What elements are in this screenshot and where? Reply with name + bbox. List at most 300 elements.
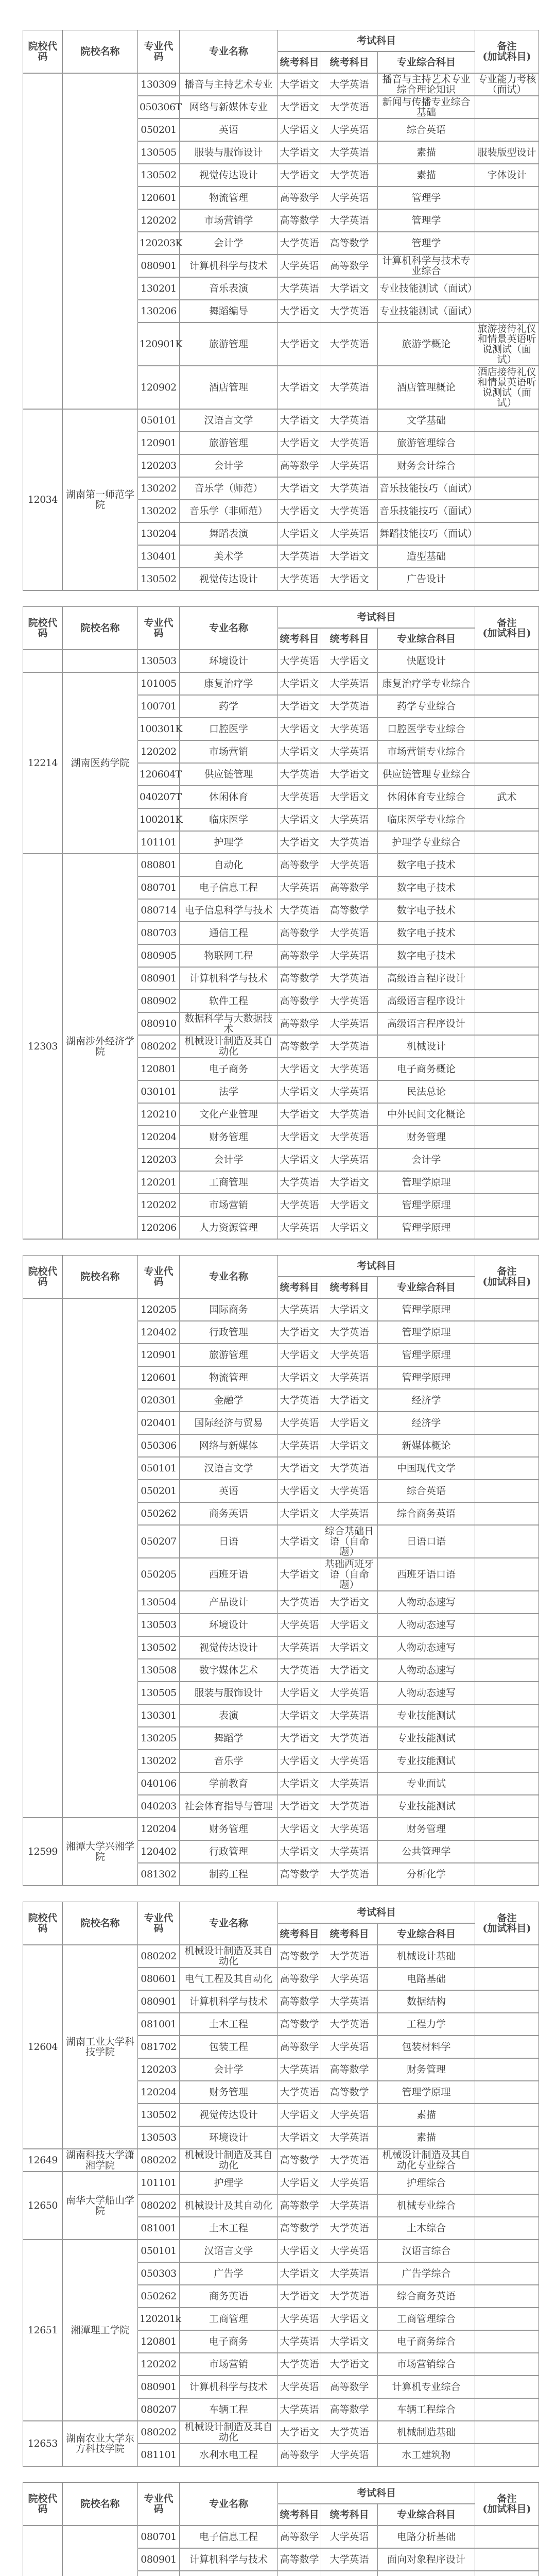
major-code: 081101 xyxy=(138,2444,180,2466)
major-code: 130202 xyxy=(138,500,180,522)
unified-subject-1: 大学英语 xyxy=(278,1216,321,1239)
unified-subject-1: 大学英语 xyxy=(278,786,321,808)
major-code: 050306 xyxy=(138,1434,180,1457)
note xyxy=(475,454,539,477)
comprehensive-subject: 高级语言程序设计 xyxy=(378,1012,475,1035)
note xyxy=(475,300,539,323)
major-code: 050101 xyxy=(138,2240,180,2262)
major-name: 汉语言文学 xyxy=(180,2240,278,2262)
unified-subject-1: 大学英语 xyxy=(278,899,321,922)
major-name: 土木工程 xyxy=(180,2217,278,2240)
unified-subject-1: 大学语文 xyxy=(278,808,321,831)
major-name: 旅游管理 xyxy=(180,1344,278,1366)
major-code: 130502 xyxy=(138,164,180,187)
comprehensive-subject: 水工建筑物 xyxy=(378,2444,475,2466)
comprehensive-subject: 舞蹈技能技巧（面试） xyxy=(378,522,475,545)
major-name: 护理学 xyxy=(180,2172,278,2194)
comprehensive-subject: 专业技能测试 xyxy=(378,1704,475,1727)
major-name: 电子信息工程 xyxy=(180,876,278,899)
comprehensive-subject: 电路基础 xyxy=(378,1968,475,1990)
unified-subject-1: 大学英语 xyxy=(278,1636,321,1659)
unified-subject-2: 大学英语 xyxy=(321,1148,378,1171)
major-name: 护理学 xyxy=(180,831,278,854)
unified-subject-2: 综合基础日语（自命题） xyxy=(321,1525,378,1558)
col-major-code: 专业代码 xyxy=(138,30,180,74)
note xyxy=(475,1035,539,1058)
unified-subject-2: 大学英语 xyxy=(321,1457,378,1480)
col-unified-subject-1: 统考科目 xyxy=(278,628,321,650)
school-code xyxy=(23,2526,63,2576)
note xyxy=(475,500,539,522)
note xyxy=(475,2330,539,2353)
note xyxy=(475,1366,539,1389)
major-name: 服装与服饰设计 xyxy=(180,141,278,164)
major-code: 020301 xyxy=(138,1389,180,1412)
comprehensive-subject: 专业技能测试（面试） xyxy=(378,300,475,323)
col-school-code: 院校代码 xyxy=(23,1902,63,1945)
unified-subject-2: 大学英语 xyxy=(321,1344,378,1366)
table-row xyxy=(23,2240,539,2262)
unified-subject-1: 大学语文 xyxy=(278,1366,321,1389)
major-code: 130505 xyxy=(138,141,180,164)
comprehensive-subject: 数字电子技术 xyxy=(378,876,475,899)
major-code: 050207 xyxy=(138,1525,180,1558)
comprehensive-subject: 日语口语 xyxy=(378,1525,475,1558)
note xyxy=(475,1727,539,1750)
major-code: 120203 xyxy=(138,1148,180,1171)
major-name: 财务管理 xyxy=(180,1818,278,1840)
table-row xyxy=(23,2149,539,2172)
note xyxy=(475,1344,539,1366)
unified-subject-2: 大学英语 xyxy=(321,1682,378,1704)
note xyxy=(475,2398,539,2421)
unified-subject-2: 大学英语 xyxy=(321,990,378,1012)
comprehensive-subject: 供应链管理专业综合 xyxy=(378,763,475,786)
comprehensive-subject: 包装材料学 xyxy=(378,2036,475,2058)
major-code: 120201k xyxy=(138,2308,180,2330)
school-name: 湖南第一师范学院 xyxy=(63,409,138,590)
comprehensive-subject: 音乐技能技巧（面试） xyxy=(378,477,475,500)
table-row xyxy=(23,409,539,432)
unified-subject-2: 高等数学 xyxy=(321,2376,378,2398)
unified-subject-2: 大学语文 xyxy=(321,2330,378,2353)
major-code: 120402 xyxy=(138,1321,180,1344)
unified-subject-1: 大学英语 xyxy=(278,568,321,590)
unified-subject-1: 大学英语 xyxy=(278,2058,321,2081)
comprehensive-subject: 经济学 xyxy=(378,1412,475,1434)
col-note-title: 备注 xyxy=(497,1266,517,1277)
table-row xyxy=(23,854,539,876)
comprehensive-subject: 护理综合 xyxy=(378,2172,475,2194)
major-code: 081001 xyxy=(138,2013,180,2036)
unified-subject-2: 大学英语 xyxy=(321,323,378,366)
unified-subject-2: 大学英语 xyxy=(321,187,378,209)
comprehensive-subject: 人物动态速写 xyxy=(378,1591,475,1614)
comprehensive-subject: 专业技能测试 xyxy=(378,1727,475,1750)
major-name: 包装工程 xyxy=(180,2036,278,2058)
unified-subject-2: 基础西班牙语（自命题） xyxy=(321,1558,378,1591)
note xyxy=(475,2149,539,2172)
unified-subject-1: 大学语文 xyxy=(278,1840,321,1863)
major-code: 080202 xyxy=(138,1945,180,1968)
unified-subject-2: 大学英语 xyxy=(321,522,378,545)
comprehensive-subject: 民法总论 xyxy=(378,1080,475,1103)
major-name: 电气工程及其自动化 xyxy=(180,1968,278,1990)
unified-subject-2: 大学英语 xyxy=(321,1480,378,1502)
major-code: 080202 xyxy=(138,1035,180,1058)
comprehensive-subject: 数字电子技术 xyxy=(378,922,475,944)
unified-subject-2: 大学英语 xyxy=(321,300,378,323)
unified-subject-1: 高等数学 xyxy=(278,187,321,209)
major-name: 音乐学（非师范） xyxy=(180,500,278,522)
major-code: 130206 xyxy=(138,300,180,323)
comprehensive-subject: 机械设计基础 xyxy=(378,1945,475,1968)
col-exam-subjects: 考试科目 xyxy=(278,30,475,52)
unified-subject-1: 大学语文 xyxy=(278,96,321,118)
comprehensive-subject: 管理学原理 xyxy=(378,1194,475,1216)
note xyxy=(475,2194,539,2217)
note xyxy=(475,1103,539,1126)
unified-subject-2: 大学英语 xyxy=(321,2013,378,2036)
col-unified-subject-1: 统考科目 xyxy=(278,1923,321,1945)
comprehensive-subject: 管理学原理 xyxy=(378,1321,475,1344)
comprehensive-subject: 财务会计综合 xyxy=(378,454,475,477)
major-code: 050262 xyxy=(138,1502,180,1525)
note xyxy=(475,2353,539,2376)
unified-subject-2: 大学英语 xyxy=(321,477,378,500)
unified-subject-1: 高等数学 xyxy=(278,1968,321,1990)
unified-subject-1: 大学语文 xyxy=(278,1818,321,1840)
comprehensive-subject: 财务管理 xyxy=(378,2058,475,2081)
note xyxy=(475,1863,539,1886)
comprehensive-subject: 电路分析基础 xyxy=(378,2526,475,2548)
unified-subject-2: 大学语文 xyxy=(321,2308,378,2330)
school-code: 12649 xyxy=(23,2149,63,2172)
major-code: 040106 xyxy=(138,1772,180,1795)
school-name xyxy=(63,2526,138,2576)
unified-subject-2: 大学英语 xyxy=(321,2217,378,2240)
unified-subject-2: 大学英语 xyxy=(321,2285,378,2308)
major-code: 050201 xyxy=(138,118,180,141)
col-school-name: 院校名称 xyxy=(63,607,138,650)
school-name: 湖南工业大学科技学院 xyxy=(63,1945,138,2149)
major-name: 行政管理 xyxy=(180,1840,278,1863)
note xyxy=(475,96,539,118)
col-note-title: 备注 xyxy=(497,2493,517,2504)
comprehensive-subject: 护理学专业综合 xyxy=(378,831,475,854)
unified-subject-2: 大学英语 xyxy=(321,2262,378,2285)
unified-subject-1: 高等数学 xyxy=(278,2548,321,2571)
major-code: 040203 xyxy=(138,1795,180,1818)
major-name: 供应链管理 xyxy=(180,763,278,786)
comprehensive-subject: 专业技能测试 xyxy=(378,1750,475,1772)
school-code: 12214 xyxy=(23,672,63,854)
major-code: 080901 xyxy=(138,967,180,990)
comprehensive-subject: 管理学原理 xyxy=(378,1171,475,1194)
note xyxy=(475,1434,539,1457)
col-major-name: 专业名称 xyxy=(180,1256,278,1299)
note xyxy=(475,2013,539,2036)
major-code xyxy=(138,2571,180,2576)
comprehensive-subject: 电子商务综合 xyxy=(378,2330,475,2353)
unified-subject-2: 大学英语 xyxy=(321,1863,378,1886)
unified-subject-2: 大学英语 xyxy=(321,1990,378,2013)
major-code: 130202 xyxy=(138,1750,180,1772)
school-name: 湘潭理工学院 xyxy=(63,2240,138,2421)
unified-subject-2: 大学英语 xyxy=(321,2194,378,2217)
major-name: 广告学 xyxy=(180,2262,278,2285)
note xyxy=(475,763,539,786)
major-code: 120902 xyxy=(138,366,180,409)
header-row xyxy=(23,30,539,52)
unified-subject-1: 大学语文 xyxy=(278,141,321,164)
major-code: 120204 xyxy=(138,1126,180,1148)
col-note-title: 备注 xyxy=(497,41,517,52)
major-code: 120203 xyxy=(138,2058,180,2081)
major-name: 音乐学（师范） xyxy=(180,477,278,500)
note xyxy=(475,1126,539,1148)
major-code: 050262 xyxy=(138,2285,180,2308)
unified-subject-2: 大学英语 xyxy=(321,2036,378,2058)
school-name: 南华大学船山学院 xyxy=(63,2172,138,2240)
note xyxy=(475,967,539,990)
col-school-name: 院校名称 xyxy=(63,1902,138,1945)
note xyxy=(475,187,539,209)
note: 字体设计 xyxy=(475,164,539,187)
note xyxy=(475,1840,539,1863)
comprehensive-subject: 酒店管理概论 xyxy=(378,366,475,409)
unified-subject-1: 大学语文 xyxy=(278,73,321,96)
unified-subject-2: 大学英语 xyxy=(321,1080,378,1103)
major-code: 130504 xyxy=(138,1591,180,1614)
major-code: 120601 xyxy=(138,1366,180,1389)
unified-subject-1: 高等数学 xyxy=(278,209,321,232)
school-name: 湖南医药学院 xyxy=(63,672,138,854)
note xyxy=(475,831,539,854)
note: 服装版型设计 xyxy=(475,141,539,164)
comprehensive-subject: 素描 xyxy=(378,141,475,164)
major-name: 通信工程 xyxy=(180,922,278,944)
unified-subject-2: 大学英语 xyxy=(321,831,378,854)
major-name xyxy=(180,2571,278,2576)
col-note xyxy=(475,607,539,650)
unified-subject-1: 大学英语 xyxy=(278,1389,321,1412)
unified-subject-1: 大学语文 xyxy=(278,323,321,366)
major-name: 市场营销 xyxy=(180,1194,278,1216)
note xyxy=(475,2376,539,2398)
comprehensive-subject: 综合商务英语 xyxy=(378,2285,475,2308)
major-name: 物流管理 xyxy=(180,1366,278,1389)
unified-subject-2: 大学语文 xyxy=(321,1659,378,1682)
col-school-code: 院校代码 xyxy=(23,30,63,74)
major-name: 会计学 xyxy=(180,2058,278,2081)
col-major-name: 专业名称 xyxy=(180,2483,278,2526)
comprehensive-subject: 电子商务概论 xyxy=(378,1058,475,1080)
col-exam-subjects: 考试科目 xyxy=(278,1256,475,1277)
note xyxy=(475,232,539,255)
comprehensive-subject: 市场营销综合 xyxy=(378,2353,475,2376)
unified-subject-2: 大学英语 xyxy=(321,808,378,831)
major-code: 100701 xyxy=(138,695,180,718)
major-code: 120202 xyxy=(138,2353,180,2376)
major-name: 环境设计 xyxy=(180,1614,278,1636)
school-name xyxy=(63,650,138,672)
major-code: 120901K xyxy=(138,323,180,366)
unified-subject-2: 大学英语 xyxy=(321,1750,378,1772)
table-row xyxy=(23,1945,539,1968)
unified-subject-1: 高等数学 xyxy=(278,922,321,944)
unified-subject-2: 大学英语 xyxy=(321,1727,378,1750)
major-name: 电子商务 xyxy=(180,2330,278,2353)
unified-subject-2: 大学英语 xyxy=(321,672,378,695)
subjects-table xyxy=(23,1255,539,1886)
unified-subject-2: 大学语文 xyxy=(321,1216,378,1239)
major-name: 舞蹈表演 xyxy=(180,522,278,545)
unified-subject-1: 高等数学 xyxy=(278,2526,321,2548)
col-unified-subject-2: 统考科目 xyxy=(321,628,378,650)
col-major-name: 专业名称 xyxy=(180,1902,278,1945)
comprehensive-subject: 高级语言程序设计 xyxy=(378,990,475,1012)
col-school-name: 院校名称 xyxy=(63,1256,138,1299)
unified-subject-2: 大学英语 xyxy=(321,1968,378,1990)
unified-subject-1: 大学语文 xyxy=(278,164,321,187)
unified-subject-1: 大学英语 xyxy=(278,1614,321,1636)
note: 专业能力考核（面试） xyxy=(475,73,539,96)
comprehensive-subject: 管理学 xyxy=(378,187,475,209)
unified-subject-2: 大学英语 xyxy=(321,1035,378,1058)
major-name: 物联网工程 xyxy=(180,944,278,967)
major-name: 市场营销 xyxy=(180,2353,278,2376)
table-row xyxy=(23,672,539,695)
major-name: 土木工程 xyxy=(180,2013,278,2036)
major-name: 数据科学与大数据技术 xyxy=(180,1012,278,1035)
unified-subject-1: 大学语文 xyxy=(278,718,321,740)
unified-subject-2: 大学语文 xyxy=(321,1171,378,1194)
comprehensive-subject: 管理学原理 xyxy=(378,1366,475,1389)
comprehensive-subject: 管理学原理 xyxy=(378,1298,475,1321)
major-name: 音乐学 xyxy=(180,1750,278,1772)
comprehensive-subject: 造型基础 xyxy=(378,545,475,568)
note xyxy=(475,2421,539,2444)
note xyxy=(475,1148,539,1171)
unified-subject-1: 大学语文 xyxy=(278,1080,321,1103)
major-name: 商务英语 xyxy=(180,1502,278,1525)
unified-subject-1: 大学英语 xyxy=(278,1412,321,1434)
col-major-code: 专业代码 xyxy=(138,607,180,650)
header-row xyxy=(23,1256,539,1277)
comprehensive-subject: 人物动态速写 xyxy=(378,1636,475,1659)
col-unified-subject-1: 统考科目 xyxy=(278,2504,321,2526)
major-name: 计算机科学与技术 xyxy=(180,1990,278,2013)
comprehensive-subject: 新媒体概论 xyxy=(378,1434,475,1457)
major-code: 120203K xyxy=(138,232,180,255)
unified-subject-1: 大学英语 xyxy=(278,1659,321,1682)
col-comprehensive-subject: 专业综合科目 xyxy=(378,52,475,73)
unified-subject-1: 大学语文 xyxy=(278,300,321,323)
comprehensive-subject: 新闻与传播专业综合基础 xyxy=(378,96,475,118)
major-code: 120204 xyxy=(138,1818,180,1840)
major-name: 环境设计 xyxy=(180,2126,278,2149)
unified-subject-1: 大学英语 xyxy=(278,2308,321,2330)
subjects-table xyxy=(23,2482,539,2576)
major-name: 临床医学 xyxy=(180,808,278,831)
comprehensive-subject: 经济学 xyxy=(378,1389,475,1412)
major-name: 舞蹈学 xyxy=(180,1727,278,1750)
table-row xyxy=(23,2526,539,2548)
unified-subject-2: 大学英语 xyxy=(321,695,378,718)
col-school-code: 院校代码 xyxy=(23,607,63,650)
comprehensive-subject: 临床医学专业综合 xyxy=(378,808,475,831)
major-code: 050201 xyxy=(138,1480,180,1502)
unified-subject-1: 大学语文 xyxy=(278,432,321,454)
unified-subject-1: 高等数学 xyxy=(278,2194,321,2217)
unified-subject-2: 大学英语 xyxy=(321,2444,378,2466)
subjects-table xyxy=(23,1902,539,2467)
unified-subject-1: 大学语文 xyxy=(278,2126,321,2149)
header-row xyxy=(23,1902,539,1924)
note xyxy=(475,2262,539,2285)
major-name: 网络与新媒体 xyxy=(180,1434,278,1457)
major-code: 080202 xyxy=(138,2421,180,2444)
note xyxy=(475,277,539,300)
col-note-subtitle: (加试科目) xyxy=(482,2503,531,2515)
major-name: 车辆工程 xyxy=(180,2398,278,2421)
comprehensive-subject: 播音与主持艺术专业综合理论知识 xyxy=(378,73,475,96)
major-code: 080905 xyxy=(138,944,180,967)
major-name: 旅游管理 xyxy=(180,323,278,366)
comprehensive-subject: 文学基础 xyxy=(378,409,475,432)
comprehensive-subject: 药学专业综合 xyxy=(378,695,475,718)
note xyxy=(475,2548,539,2571)
col-exam-subjects: 考试科目 xyxy=(278,607,475,629)
col-note xyxy=(475,2483,539,2526)
unified-subject-1: 大学语文 xyxy=(278,831,321,854)
comprehensive-subject: 车辆工程综合 xyxy=(378,2398,475,2421)
major-code: 101101 xyxy=(138,2172,180,2194)
comprehensive-subject: 专业技能测试 xyxy=(378,1795,475,1818)
unified-subject-2: 大学语文 xyxy=(321,1591,378,1614)
unified-subject-1: 大学英语 xyxy=(278,2398,321,2421)
note xyxy=(475,1945,539,1968)
major-code: 130503 xyxy=(138,2126,180,2149)
major-name: 计算机科学与技术 xyxy=(180,255,278,277)
unified-subject-1: 大学语文 xyxy=(278,1704,321,1727)
major-code: 130502 xyxy=(138,1636,180,1659)
major-name: 计算机科学与技术 xyxy=(180,2548,278,2571)
unified-subject-1: 大学语文 xyxy=(278,1772,321,1795)
major-code: 080901 xyxy=(138,255,180,277)
note xyxy=(475,1502,539,1525)
note xyxy=(475,2308,539,2330)
major-name: 软件工程 xyxy=(180,990,278,1012)
major-name: 市场营销 xyxy=(180,740,278,763)
unified-subject-1: 大学语文 xyxy=(278,672,321,695)
unified-subject-1: 高等数学 xyxy=(278,2149,321,2172)
unified-subject-2: 高等数学 xyxy=(321,232,378,255)
note xyxy=(475,990,539,1012)
major-name: 会计学 xyxy=(180,1148,278,1171)
major-name: 自动化 xyxy=(180,854,278,876)
unified-subject-1: 大学语文 xyxy=(278,1727,321,1750)
comprehensive-subject: 旅游管理综合 xyxy=(378,432,475,454)
subjects-table xyxy=(23,606,539,1240)
unified-subject-1: 高等数学 xyxy=(278,1035,321,1058)
major-code: 080901 xyxy=(138,2548,180,2571)
unified-subject-2: 大学英语 xyxy=(321,96,378,118)
unified-subject-2: 大学英语 xyxy=(321,1103,378,1126)
col-exam-subjects: 考试科目 xyxy=(278,2483,475,2504)
major-code: 120604T xyxy=(138,763,180,786)
